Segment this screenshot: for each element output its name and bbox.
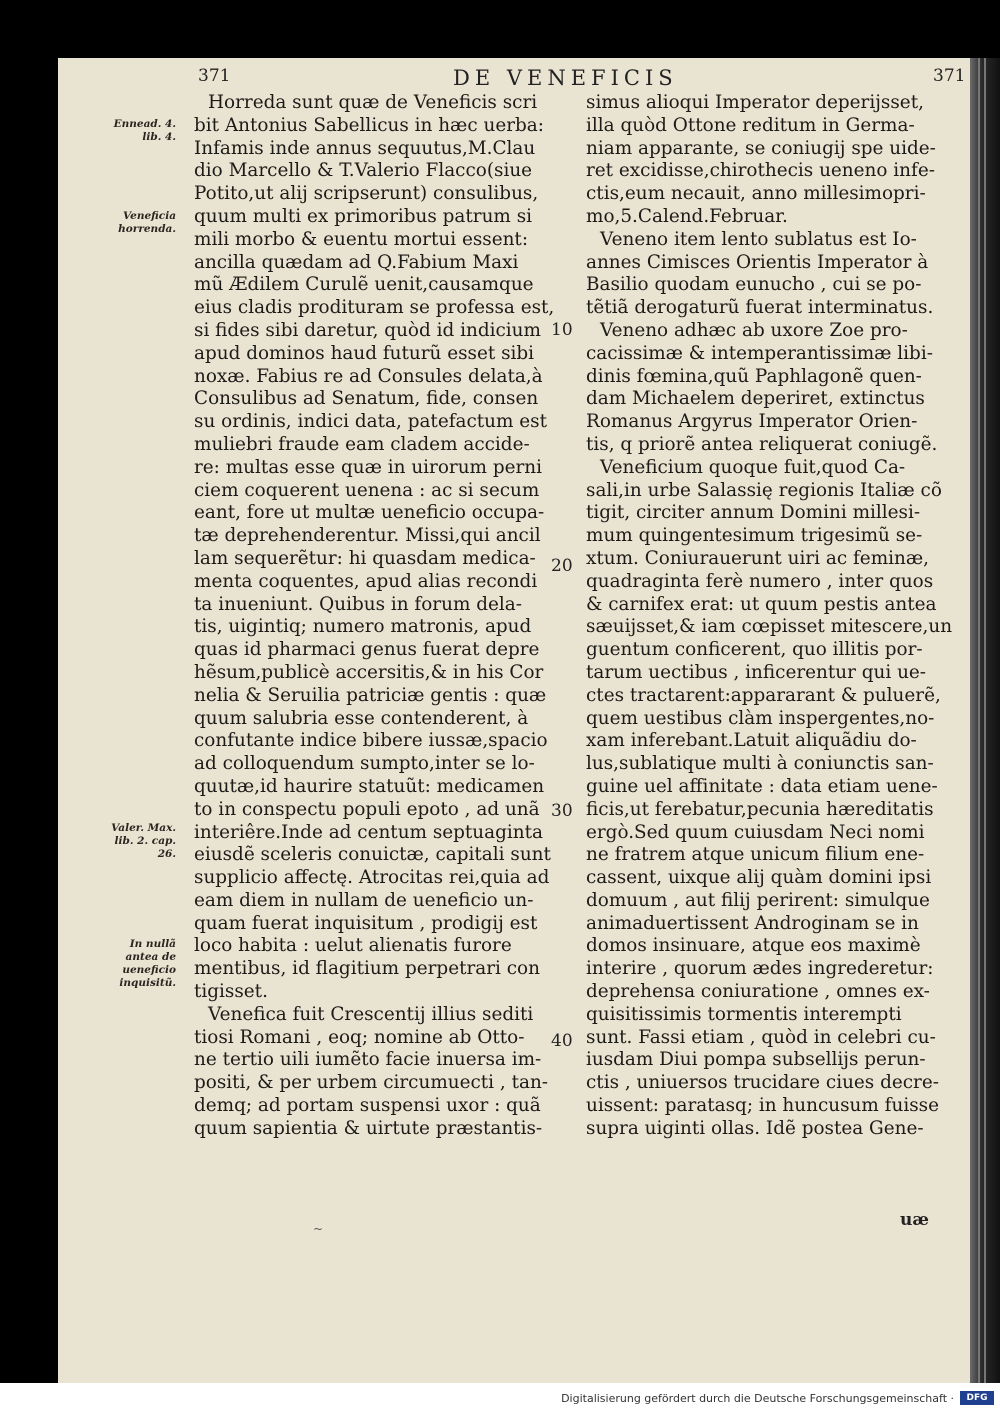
text-line: quisitissimis tormentis interempti — [586, 1003, 902, 1025]
text-line: tigit, circiter annum Domini millesi- — [586, 502, 921, 524]
text-line: quadraginta ferè numero , inter quos — [586, 570, 934, 592]
text-line: mo,5.Calend.Februar. — [586, 205, 788, 227]
text-line: supplicio affectę. Atrocitas rei,quia ad — [194, 867, 550, 889]
text-line: Veneno adhæc ab uxore Zoe pro- — [600, 319, 908, 341]
text-line: quem uestibus clàm inspergentes,no- — [586, 707, 935, 729]
text-line: xtum. Coniurauerunt uiri ac feminæ, — [586, 547, 929, 569]
text-line: iusdam Diui pompa subsellijs perun- — [586, 1049, 926, 1071]
text-line: domos insinuare, atque eos maximè — [586, 935, 921, 957]
text-line: su ordinis, indici data, patefactum est — [194, 411, 548, 433]
text-line: ad colloquendum sumpto,inter se lo- — [194, 753, 535, 775]
text-line: Basilio quodam eunucho , cui se po- — [586, 274, 922, 296]
text-line: sunt. Fassi etiam , quòd in celebri cu- — [586, 1026, 936, 1048]
text-line: to in conspectu populi epoto , ad unã — [194, 798, 540, 820]
text-line: & carnifex erat: ut quum pestis antea — [586, 593, 937, 615]
text-line: Potito,ut alij scripserunt) consulibus, — [194, 183, 539, 205]
text-line: ctes tractarent:appararant & puluerẽ, — [586, 684, 941, 706]
text-line: interire , quorum ædes ingrederetur: — [586, 958, 934, 980]
text-line: tæ deprehenderentur. Missi,qui ancil — [194, 525, 541, 547]
text-line: sali,in urbe Salassię regionis Italiæ cõ — [586, 479, 942, 501]
text-line: uissent: paratasq; in huncusum fuisse — [586, 1095, 939, 1117]
text-line: quum sapientia & uirtute præstantis- — [194, 1117, 543, 1139]
footer-bar — [0, 1383, 1000, 1413]
text-line: menta coquentes, apud alias recondi — [194, 570, 538, 592]
text-line: eam diem in nullam de ueneficio un- — [194, 889, 534, 911]
text-line: eiusdẽ sceleris conuictæ, capitali sunt — [194, 844, 551, 866]
text-line: animaduertissent Androginam se in — [586, 912, 919, 934]
text-line: supra uiginti ollas. Idẽ postea Gene- — [586, 1117, 924, 1139]
text-line: ret excidisse,chirothecis ueneno infe- — [586, 160, 935, 182]
text-line: Consulibus ad Senatum, fide, consen — [194, 388, 539, 410]
text-line: tigisset. — [194, 981, 268, 1003]
marginal-note: Valer. Max. lib. 2. cap. 26. — [111, 822, 176, 860]
text-line: tis, q priorẽ antea reliquerat coniugẽ. — [586, 433, 938, 455]
text-line: quas id pharmaci genus fuerat depre — [194, 639, 540, 661]
marginal-note: In nullã antea de ueneficio inquisitũ. — [119, 938, 176, 989]
text-line: mũ Ædilem Curulẽ uenit,causamque — [194, 274, 534, 296]
text-line: simus alioqui Imperator deperijsset, — [586, 92, 924, 113]
text-line: sæuijsset,& iam cœpisset mitescere,un — [586, 616, 953, 638]
text-line: mentibus, id flagitium perpetrari con — [194, 958, 540, 980]
dfg-logo: DFG — [960, 1391, 994, 1405]
text-line: xam inferebant.Latuit aliquãdiu do- — [586, 730, 917, 752]
text-line: ctis,eum necauit, anno millesimopri- — [586, 183, 926, 205]
text-line: dio Marcello & T.Valerio Flacco(siue — [194, 160, 533, 182]
footer-credit: Digitalisierung gefördert durch die Deutsche Forschungsgemeinschaft · — [561, 1392, 954, 1405]
text-line: deprehensa coniuratione , omnes ex- — [586, 981, 930, 1003]
text-line: guine uel affinitate : data etiam uene- — [586, 775, 938, 797]
text-line: Veneficium quoque fuit,quod Ca- — [600, 456, 906, 478]
text-line: si fides sibi daretur, quòd id indicium — [194, 319, 541, 341]
text-line: domuum , aut filij perirent: simulque — [586, 889, 930, 911]
text-line: annes Cimisces Orientis Imperator à — [586, 251, 929, 273]
text-line: re: multas esse quæ in uirorum perni — [194, 456, 543, 478]
page-edge — [970, 58, 1000, 1383]
text-line: quam fuerat inquisitum , prodigij est — [194, 912, 538, 934]
right-text-column — [586, 92, 966, 1141]
line-number: 10 — [551, 320, 573, 340]
text-line: ergò.Sed quum cuiusdam Neci nomi — [586, 821, 925, 843]
page-number-right: 371 — [933, 66, 966, 86]
marginal-note: Ennead. 4. lib. 4. — [113, 118, 176, 143]
text-line: ne tertio uili iumẽto facie inuersa im- — [194, 1049, 542, 1071]
left-text-column — [194, 92, 564, 1141]
text-line: Horreda sunt quæ de Veneficis scri — [208, 92, 538, 113]
text-line: muliebri fraude eam cladem accide- — [194, 433, 530, 455]
text-line: Veneno item lento sublatus est Io- — [600, 228, 917, 250]
text-line: ne fratrem atque unicum filium ene- — [586, 844, 925, 866]
text-line: ancilla quædam ad Q.Fabium Maxi — [194, 251, 519, 273]
text-line: mum quingentesimum trigesimũ se- — [586, 525, 923, 547]
running-title: DE VENEFICIS — [453, 66, 678, 90]
text-line: dam Michaelem deperiret, extinctus — [586, 388, 925, 410]
edge-line — [984, 58, 986, 1383]
text-line: nelia & Seruilia patriciæ gentis : quæ — [194, 684, 547, 706]
marginal-note: Veneficia horrenda. — [118, 210, 176, 235]
edge-line — [978, 58, 980, 1383]
text-line: loco habita : uelut alienatis furore — [194, 935, 512, 957]
text-line: Romanus Argyrus Imperator Orien- — [586, 411, 918, 433]
text-line: quum salubria esse contenderent, à — [194, 707, 529, 729]
page-number-left: 371 — [198, 66, 231, 86]
text-line: apud dominos haud futurũ esset sibi — [194, 342, 535, 364]
text-line: lus,sublatique multi à coniunctis san- — [586, 753, 934, 775]
text-line: Infamis inde annus sequutus,M.Clau — [194, 137, 536, 159]
text-line: demq; ad portam suspensi uxor : quã — [194, 1095, 541, 1117]
text-line: quum multi ex primoribus patrum si — [194, 205, 533, 227]
text-line: illa quòd Ottone reditum in Germa- — [586, 114, 915, 136]
text-line: positi, & per urbem circumuecti , tan- — [194, 1072, 549, 1094]
text-line: niam apparante, se coniugij spe uide- — [586, 137, 936, 159]
text-line: tarum uectibus , inficerentur qui ue- — [586, 661, 927, 683]
text-line: tẽtiã derogaturũ fuerat interminatus. — [586, 297, 934, 319]
book-page — [58, 58, 970, 1383]
text-line: quutæ,id haurire statuũt: medicamen — [194, 775, 545, 797]
text-line: dinis fœmina,quũ Paphlagonẽ quen- — [586, 365, 922, 387]
text-line: confutante indice bibere iussæ,spacio — [194, 730, 548, 752]
line-number: 30 — [551, 801, 573, 821]
text-line: bit Antonius Sabellicus in hæc uerba: — [194, 114, 544, 136]
text-line: Venefica fuit Crescentij illius sediti — [208, 1003, 534, 1025]
text-line: guentum conficerent, quo illitis por- — [586, 639, 923, 661]
text-line: eant, fore ut multæ ueneficio occupa- — [194, 502, 545, 524]
text-line: mili morbo & euentu mortui essent: — [194, 228, 529, 250]
line-number: 40 — [551, 1031, 573, 1051]
text-line: ficis,ut ferebatur,pecunia hæreditatis — [586, 798, 934, 820]
text-line: noxæ. Fabius re ad Consules delata,à — [194, 365, 543, 387]
line-number: 20 — [551, 556, 573, 576]
text-line: cassent, uixque alij quàm domini ipsi — [586, 867, 932, 889]
text-line: eius cladis prodituram se professa est, — [194, 297, 555, 319]
text-line: tiosi Romani , eoq; nomine ab Otto- — [194, 1026, 525, 1048]
text-line: hẽsum,publicè accersitis,& in his Cor — [194, 661, 544, 683]
text-line: cacissimæ & intemperantissimæ libi- — [586, 342, 933, 364]
catchword: uæ — [900, 1210, 929, 1230]
text-line: ctis , uniuersos trucidare ciues decre- — [586, 1072, 939, 1094]
printer-mark: ~ — [313, 1222, 324, 1236]
text-line: lam sequerẽtur: hi quasdam medica- — [194, 547, 536, 569]
text-line: tis, uigintiq; numero matronis, apud — [194, 616, 532, 638]
text-line: interiêre.Inde ad centum septuaginta — [194, 821, 543, 843]
text-line: ta inueniunt. Quibus in forum dela- — [194, 593, 522, 615]
text-line: ciem coquerent uenena : ac si secum — [194, 479, 540, 501]
